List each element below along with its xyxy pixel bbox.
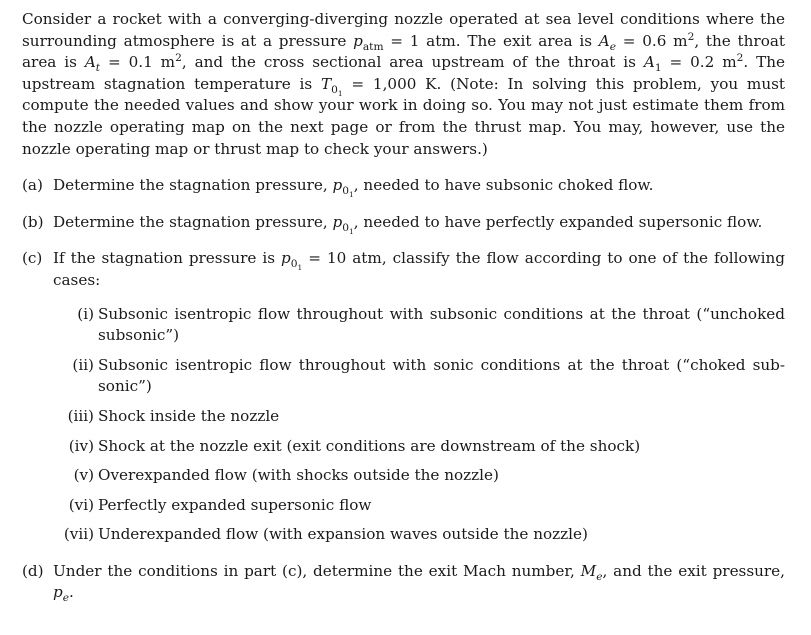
part-a-label: (a) [22,176,43,195]
p01-subscript-zero: 0 [290,257,298,271]
p01-subscript-zero: 0 [342,184,350,198]
t01-symbol: T [320,74,332,93]
part-c-text [53,248,785,291]
case-label: (v) [73,466,94,485]
p-atm-symbol: p [353,31,363,50]
part-d-text-2: , and the exit pressure, [602,561,785,580]
case-label: (ii) [72,355,94,374]
intro-text: Consider a rocket with a converging-diverging nozzle operated at sea level conditions where the surrounding atmosphere is at a pressure [22,10,785,50]
case-label: (i) [77,304,94,323]
p01-subscript [290,257,303,273]
list-item [51,406,785,428]
case-text: Underexpanded flow (with expansion waves outside the nozzle) [98,525,588,544]
squared-exponent: 2 [736,51,744,65]
part-b [22,212,785,234]
part-b-text [53,212,785,234]
p01-symbol: p [332,176,343,195]
part-a [22,175,785,200]
part-c-text-2: = 10 atm, classify the flow according to one of the following cases: [53,249,785,289]
p01-symbol: p [281,249,291,268]
problem-statement [22,9,785,160]
intro-text: , and the cross sectional area upstream of the throat is [181,53,644,72]
case-label: (iv) [68,436,94,455]
t01-subscript [331,83,343,96]
p01-subscript-zero: 0 [342,220,350,234]
intro-text: , the throat area is [22,31,785,72]
p01-subscript [342,221,354,234]
squared-exponent: 2 [687,29,695,43]
intro-text: = 1,000 K. (Note: In solving this problem, you must compute the needed values and show your work in doing so. You may not just estimate them from the nozzle operating map on the next page or from the thrust map. You may, however, use the nozzle operating map or thrust map to check your answers.) [22,74,785,158]
p01-symbol: p [332,212,343,231]
case-text: Shock at the nozzle exit (exit conditions are downstream of the shock) [98,436,641,455]
p01-subsubscript: 1 [349,190,354,200]
me-symbol: M [580,561,597,580]
pe-symbol: p [53,583,63,602]
p01-subsubscript: 1 [297,263,303,273]
t01-subsubscript: 1 [337,88,343,98]
part-d-text [53,561,785,604]
list-item [51,465,785,487]
list-item [51,304,785,347]
p01-subscript [342,184,354,200]
pe-subscript: e [62,591,70,605]
at-symbol: A [84,53,96,72]
t01-subscript-zero: 0 [331,82,338,96]
part-b-text-2: , needed to have perfectly expanded supersonic flow. [353,212,763,231]
intro-text: = 0.2 m [661,53,737,72]
part-d-text-1: Under the conditions in part (c), determine the exit Mach number, [53,561,581,580]
part-d-text-3: . [69,583,74,602]
part-a-text-1: Determine the stagnation pressure, [53,176,333,195]
part-a-text [53,175,785,200]
flow-case-list [51,304,785,546]
case-label: (vi) [68,495,94,514]
p-atm-subscript: atm [362,39,384,53]
a1-subscript: 1 [654,61,662,75]
at-subscript: t [95,61,101,75]
case-label: (vii) [63,525,94,544]
case-text: Perfectly expanded supersonic flow [98,495,372,514]
part-c [22,248,785,291]
intro-text: = 0.6 m [616,31,688,50]
intro-text: = 0.1 m [100,53,176,72]
case-text: Subsonic isentropic flow throughout with subsonic conditions at the throat (“unchoked subsonic”) [98,304,785,345]
part-a-text-2: , needed to have subsonic choked flow. [353,176,654,195]
intro-text: = 1 atm. The exit area is [383,31,599,50]
ae-symbol: A [598,31,610,50]
part-d-label: (d) [22,561,44,580]
part-d [22,561,785,604]
part-b-label: (b) [22,212,44,231]
case-text: Overexpanded flow (with shocks outside the nozzle) [98,466,499,485]
ae-subscript: e [609,39,617,53]
squared-exponent: 2 [175,51,182,65]
part-c-label: (c) [22,249,43,268]
intro-text: . The upstream stagnation temperature is [22,53,785,93]
list-item [51,436,785,458]
case-label: (iii) [67,406,94,425]
p01-subsubscript: 1 [349,226,354,236]
case-text: Subsonic isentropic flow throughout with sonic conditions at the throat (“choked sub-sonic”) [98,355,785,396]
part-c-text-1: If the stagnation pressure is [53,249,282,268]
case-text: Shock inside the nozzle [98,406,280,425]
list-item [51,524,785,546]
list-item [51,495,785,517]
me-subscript: e [596,569,603,583]
list-item [51,355,785,398]
a1-symbol: A [643,53,655,72]
part-b-text-1: Determine the stagnation pressure, [53,212,333,231]
